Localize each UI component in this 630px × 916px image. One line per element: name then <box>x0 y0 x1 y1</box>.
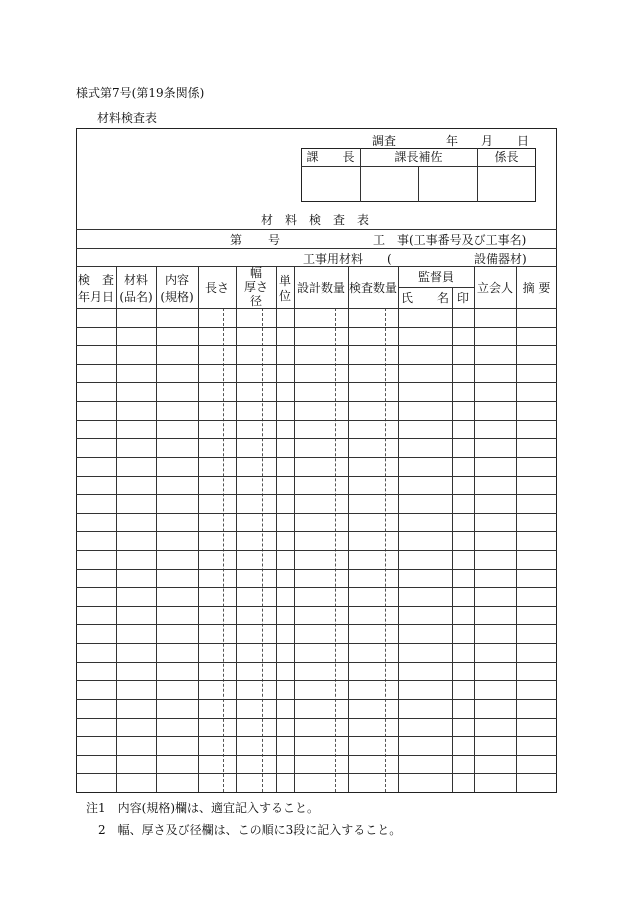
table-row-line <box>76 624 557 625</box>
table-row-line <box>76 606 557 607</box>
table-row-line <box>76 513 557 514</box>
col-date-line2: 年月日 <box>77 290 114 304</box>
material-left-label: 工事用材料 ( <box>303 252 392 266</box>
col-remarks: 摘 要 <box>522 281 551 295</box>
title-underline <box>76 229 557 230</box>
table-row-line <box>76 718 557 719</box>
col-width-line1: 幅 <box>249 266 262 280</box>
table-row-line <box>76 699 557 700</box>
work-dai: 第 <box>230 233 243 247</box>
table-row-line <box>76 364 557 365</box>
col-supervisor: 監督員 <box>417 270 454 284</box>
work-underline <box>76 248 557 249</box>
table-row-line <box>76 643 557 644</box>
kacho-hosa-label: 課長補佐 <box>394 150 443 164</box>
table-row-line <box>76 476 557 477</box>
col-content-line2: (規格) <box>160 290 194 304</box>
col-content-line1: 内容 <box>164 273 189 287</box>
table-row-line <box>76 531 557 532</box>
table-row-line <box>76 587 557 588</box>
col-supervisor-seal: 印 <box>456 291 469 305</box>
col-material-line1: 材料 <box>123 273 148 287</box>
table-row-line <box>76 420 557 421</box>
table-row-line <box>76 569 557 570</box>
work-go: 号 <box>268 233 281 247</box>
column-divider <box>452 287 453 792</box>
col-inspect-qty: 検査数量 <box>348 281 397 295</box>
supervisor-subheader-line <box>398 287 474 288</box>
table-row-line <box>76 382 557 383</box>
form-heading: 材料検査表 <box>97 111 158 125</box>
col-unit-line2: 位 <box>278 289 291 303</box>
table-row-line <box>76 773 557 774</box>
stamp-divider <box>418 166 419 202</box>
form-title: 材 料 検 査 表 <box>260 213 369 227</box>
work-name-label: 工 事(工事番号及び工事名) <box>373 233 527 247</box>
table-row-line <box>76 308 557 309</box>
table-row-line <box>76 494 557 495</box>
table-row-line <box>76 327 557 328</box>
table-row-line <box>76 662 557 663</box>
col-witness: 立会人 <box>476 281 513 295</box>
table-row-line <box>76 345 557 346</box>
table-row-line <box>76 680 557 681</box>
table-row-line <box>76 401 557 402</box>
note-1: 注1 内容(規格)欄は、適宜記入すること。 <box>86 801 319 815</box>
col-design-qty: 設計数量 <box>296 281 345 295</box>
table-row-line <box>76 438 557 439</box>
survey-year: 年 <box>446 134 459 148</box>
material-underline <box>76 266 557 267</box>
form-number: 様式第7号(第19条関係) <box>76 86 205 100</box>
col-material-line2: (品名) <box>119 290 153 304</box>
table-row-line <box>76 550 557 551</box>
col-width-line2: 厚さ <box>243 280 268 294</box>
table-row-line <box>76 755 557 756</box>
col-width-line3: 径 <box>249 294 262 308</box>
survey-month: 月 <box>481 134 494 148</box>
col-supervisor-name: 氏 名 <box>400 291 449 305</box>
col-length: 長さ <box>204 281 229 295</box>
note-2: 2 幅、厚さ及び径欄は、この順に3段に記入すること。 <box>86 823 402 837</box>
table-row-line <box>76 736 557 737</box>
table-row-line <box>76 457 557 458</box>
col-date-line1: 検 査 <box>77 273 114 287</box>
kakaricho-label: 係長 <box>494 150 519 164</box>
survey-label: 調査 <box>372 134 397 148</box>
col-unit-line1: 単 <box>278 274 291 288</box>
survey-day: 日 <box>517 134 530 148</box>
kacho-label: 課 長 <box>306 150 355 164</box>
material-right-label: 設備器材) <box>474 252 527 266</box>
